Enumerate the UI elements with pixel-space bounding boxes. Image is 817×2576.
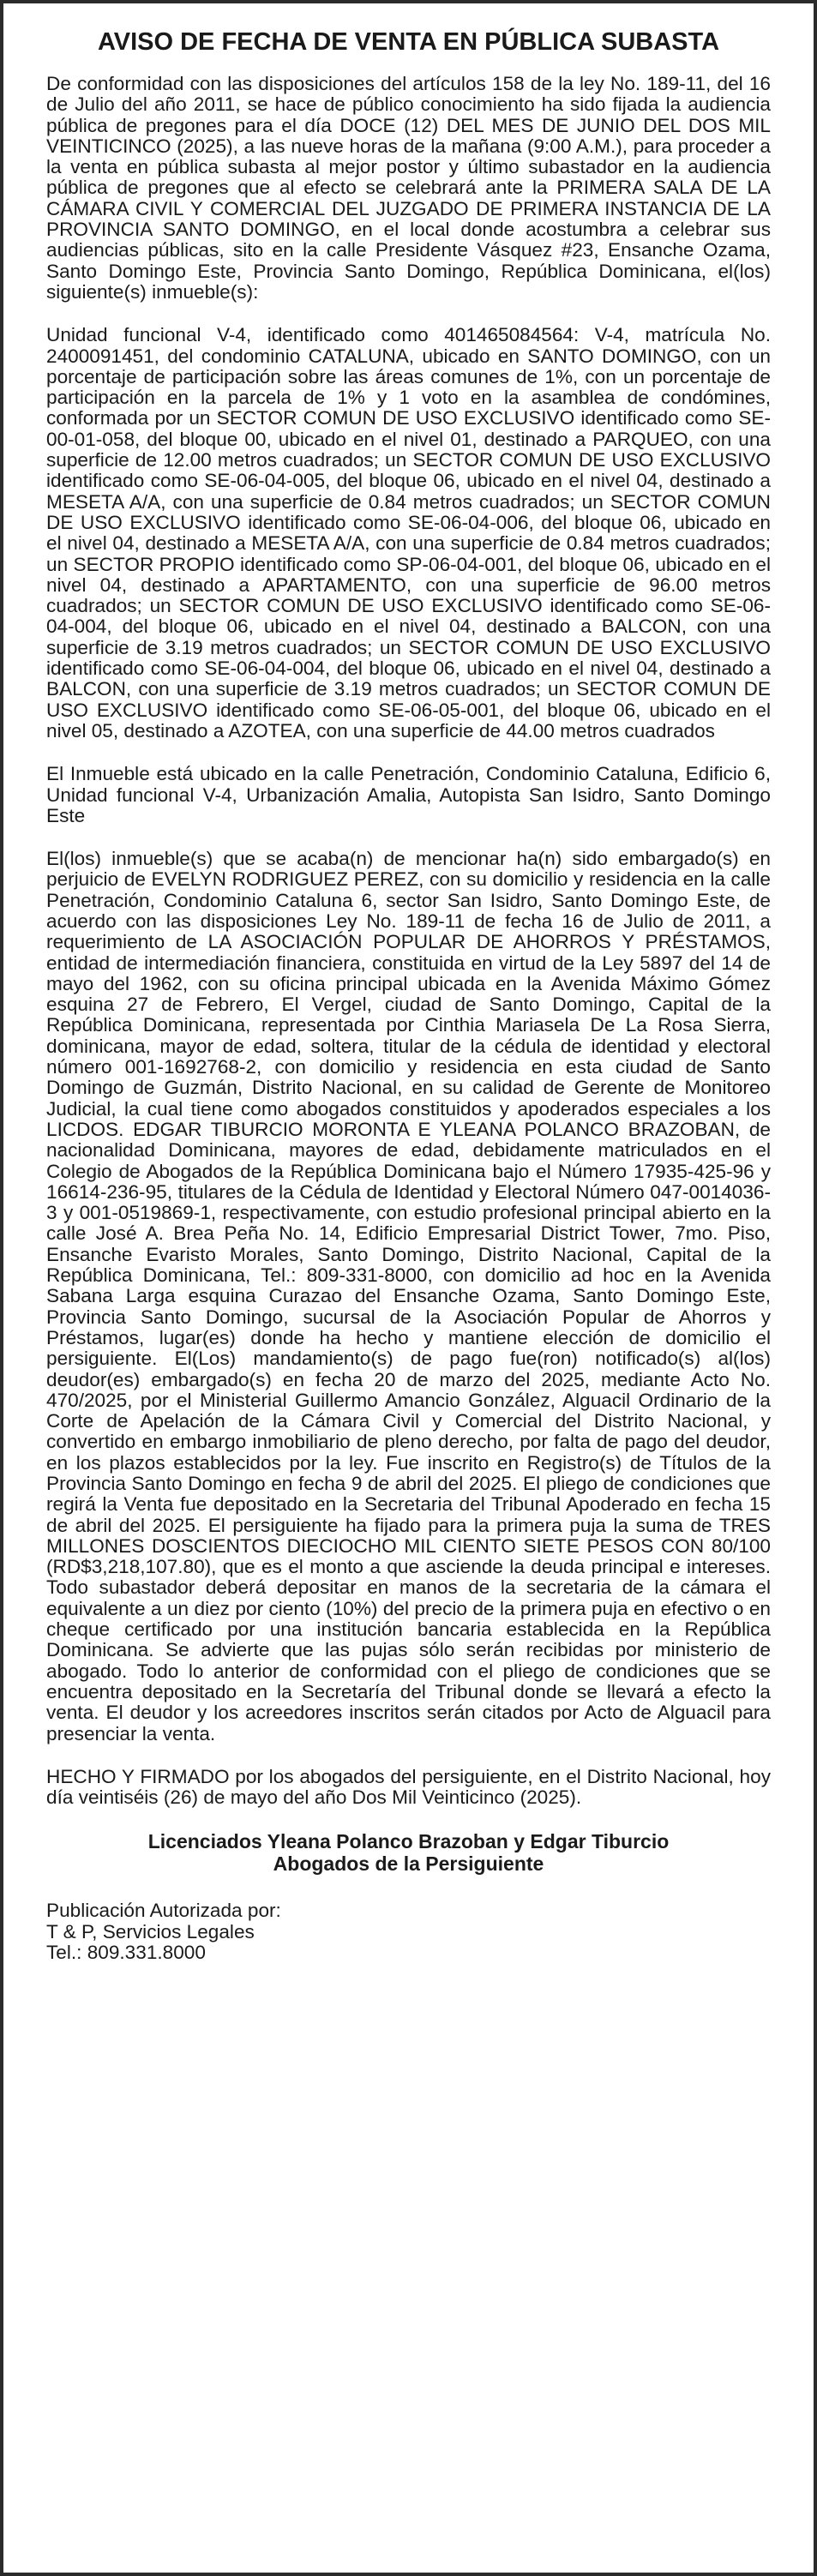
paragraph-property-description: Unidad funcional V-4, identificado como 401465084564: V-4, matrícula No. 2400091451, del condominio CATALUNA, ubicado en SANTO DOMINGO, con un porcentaje de participación sobre las áreas comunes de 1%, con un porcentaje de participación en la parcela de 1% y 1 voto en la asamblea de condómines, conformada por un SECTOR COMUN DE USO EXCLUSIVO identificado como SE-00-01-058, del bloque 00, ubicado en el nivel 01, destinado a PARQUEO, con una superficie de 12.00 metros cuadrados; un SECTOR COMUN DE USO EXCLUSIVO identificado como SE-06-04-005, del bloque 06, ubicado en el nivel 04, destinado a MESETA A/A, con una superficie de 0.84 metros cuadrados; un SECTOR COMUN DE USO EXCLUSIVO identificado como SE-06-04-006, del bloque 06, ubicado en el nivel 04, destinado a MESETA A/A, con una superficie de 0.84 metros cuadrados; un SECTOR PROPIO identificado como SP-06-04-001, del bloque 06, ubicado en el nivel 04, destinado a APARTAMENTO, con una superficie de 96.00 metros cuadrados; un SECTOR COMUN DE USO EXCLUSIVO identificado como SE-06-04-004, del bloque 06, ubicado en el nivel 04, destinado a BALCON, con una superficie de 3.19 metros cuadrados; un SECTOR COMUN DE USO EXCLUSIVO identificado como SE-06-04-004, del bloque 06, ubicado en el nivel 04, destinado a BALCON, con una superficie de 3.19 metros cuadrados; un SECTOR COMUN DE USO EXCLUSIVO identificado como SE-06-05-001, del bloque 06, ubicado en el nivel 05, destinado a AZOTEA, con una superficie de 44.00 metros cuadrados [46, 324, 771, 742]
signature-block [46, 1830, 771, 1875]
paragraph-property-location: El Inmueble está ubicado en la calle Penetración, Condominio Cataluna, Edificio 6, Unidad funcional V-4, Urbanización Amalia, Autopista San Isidro, Santo Domingo Este [46, 763, 771, 826]
notice-title: AVISO DE FECHA DE VENTA EN PÚBLICA SUBASTA [97, 28, 720, 56]
footer-company: T & P, Servicios Legales [46, 1920, 255, 1943]
paragraph-signed-date: HECHO Y FIRMADO por los abogados del persiguiente, en el Distrito Nacional, hoy día veintiséis (26) de mayo del año Dos Mil Veinticinco (2025). [46, 1765, 771, 1809]
signature-lawyers: Licenciados Yleana Polanco Brazoban y Edgar Tiburcio [147, 1830, 670, 1853]
paragraph-auction-announcement: De conformidad con las disposiciones del artículos 158 de la ley No. 189-11, del 16 de Julio del año 2011, se hace de público conocimiento ha sido fijada la audiencia pública de pregones para el día DOCE (12) DEL MES DE JUNIO DEL DOS MIL VEINTICINCO (2025), a las nueve horas de la mañana (9:00 A.M.), para proceder a la venta en pública subasta al mejor postor y último subastador en la audiencia pública de pregones que al efecto se celebrará ante la PRIMERA SALA DE LA CÁMARA CIVIL Y COMERCIAL DEL JUZGADO DE PRIMERA INSTANCIA DE LA PROVINCIA SANTO DOMINGO, en el local donde acostumbra a celebrar sus audiencias públicas, sito en la calle Presidente Vásquez #23, Ensanche Ozama, Santo Domingo Este, Provincia Santo Domingo, República Dominicana, el(los) siguiente(s) inmueble(s): [46, 73, 771, 303]
signature-role: Abogados de la Persiguiente [273, 1852, 544, 1876]
footer-authorized: Publicación Autorizada por: [46, 1900, 281, 1922]
publication-footer [46, 1900, 771, 1963]
paragraph-seizure-details: El(los) inmueble(s) que se acaba(n) de mencionar ha(n) sido embargado(s) en perjuicio de EVELYN RODRIGUEZ PEREZ, con su domicilio y residencia en la calle Penetración, Condominio Cataluna 6, sector San Isidro, Santo Domingo Este, de acuerdo con las disposiciones Ley No. 189-11 de fecha 16 de Julio de 2011, a requerimiento de LA ASOCIACIÓN POPULAR DE AHORROS Y PRÉSTAMOS, entidad de intermediación financiera, constituida en virtud de la Ley 5897 del 14 de mayo del 1962, con su oficina principal ubicada en la Avenida Máximo Gómez esquina 27 de Febrero, El Vergel, ciudad de Santo Domingo, Capital de la República Dominicana, representada por Cinthia Mariasela De La Rosa Sierra, dominicana, mayor de edad, soltera, titular de la cédula de identidad y electoral número 001-1692768-2, con domicilio y residencia en esta ciudad de Santo Domingo de Guzmán, Distrito Nacional, en su calidad de Gerente de Monitoreo Judicial, la cual tiene como abogados constituidos y apoderados especiales a los LICDOS. EDGAR TIBURCIO MORONTA E YLEANA POLANCO BRAZOBAN, de nacionalidad Dominicana, mayores de edad, debidamente matriculados en el Colegio de Abogados de la República Dominicana bajo el Número 17935-425-96 y 16614-236-95, titulares de la Cédula de Identidad y Electoral Número 047-0014036-3 y 001-0519869-1, respectivamente, con estudio profesional principal abierto en la calle José A. Brea Peña No. 14, Edificio Empresarial District Tower, 7mo. Piso, Ensanche Evaristo Morales, Santo Domingo, Distrito Nacional, Capital de la República Dominicana, Tel.: 809-331-8000, con domicilio ad hoc en la Avenida Sabana Larga esquina Curazao del Ensanche Ozama, Santo Domingo Este, Provincia Santo Domingo, sucursal de la Asociación Popular de Ahorros y Préstamos, lugar(es) donde ha hecho y mantiene elección de domicilio el persiguiente. El(Los) mandamiento(s) de pago fue(ron) notificado(s) al(los) deudor(es) embargado(s) en fecha 20 de marzo del 2025, mediante Acto No. 470/2025, por el Ministerial Guillermo Amancio González, Alguacil Ordinario de la Corte de Apelación de la Cámara Civil y Comercial del Distrito Nacional, y convertido en embargo inmobiliario de pleno derecho, por falta de pago del deudor, en los plazos establecidos por la ley. Fue inscrito en Registro(s) de Títulos de la Provincia Santo Domingo en fecha 9 de abril del 2025. El pliego de condiciones que regirá la Venta fue depositado en la Secretaria del Tribunal Apoderado en fecha 15 de abril del 2025. El persiguiente ha fijado para la primera puja la suma de TRES MILLONES DOSCIENTOS DIECIOCHO MIL CIENTO SIETE PESOS CON 80/100 (RD$3,218,107.80), que es el monto a que asciende la deuda principal e intereses. Todo subastador deberá depositar en manos de la secretaria de la cámara el equivalente a un diez por ciento (10%) del precio de la primera puja en efectivo o en cheque certificado por una institución bancaria establecida en la República Dominicana. Se advierte que las pujas sólo serán recibidas por ministerio de abogado. Todo lo anterior de conformidad con el pliego de condiciones que se encuentra depositado en la Secretaría del Tribunal donde se llevará a efecto la venta. El deudor y los acreedores inscritos serán citados por Acto de Alguacil para presenciar la venta. [46, 848, 771, 1744]
footer-phone: Tel.: 809.331.8000 [46, 1942, 206, 1964]
